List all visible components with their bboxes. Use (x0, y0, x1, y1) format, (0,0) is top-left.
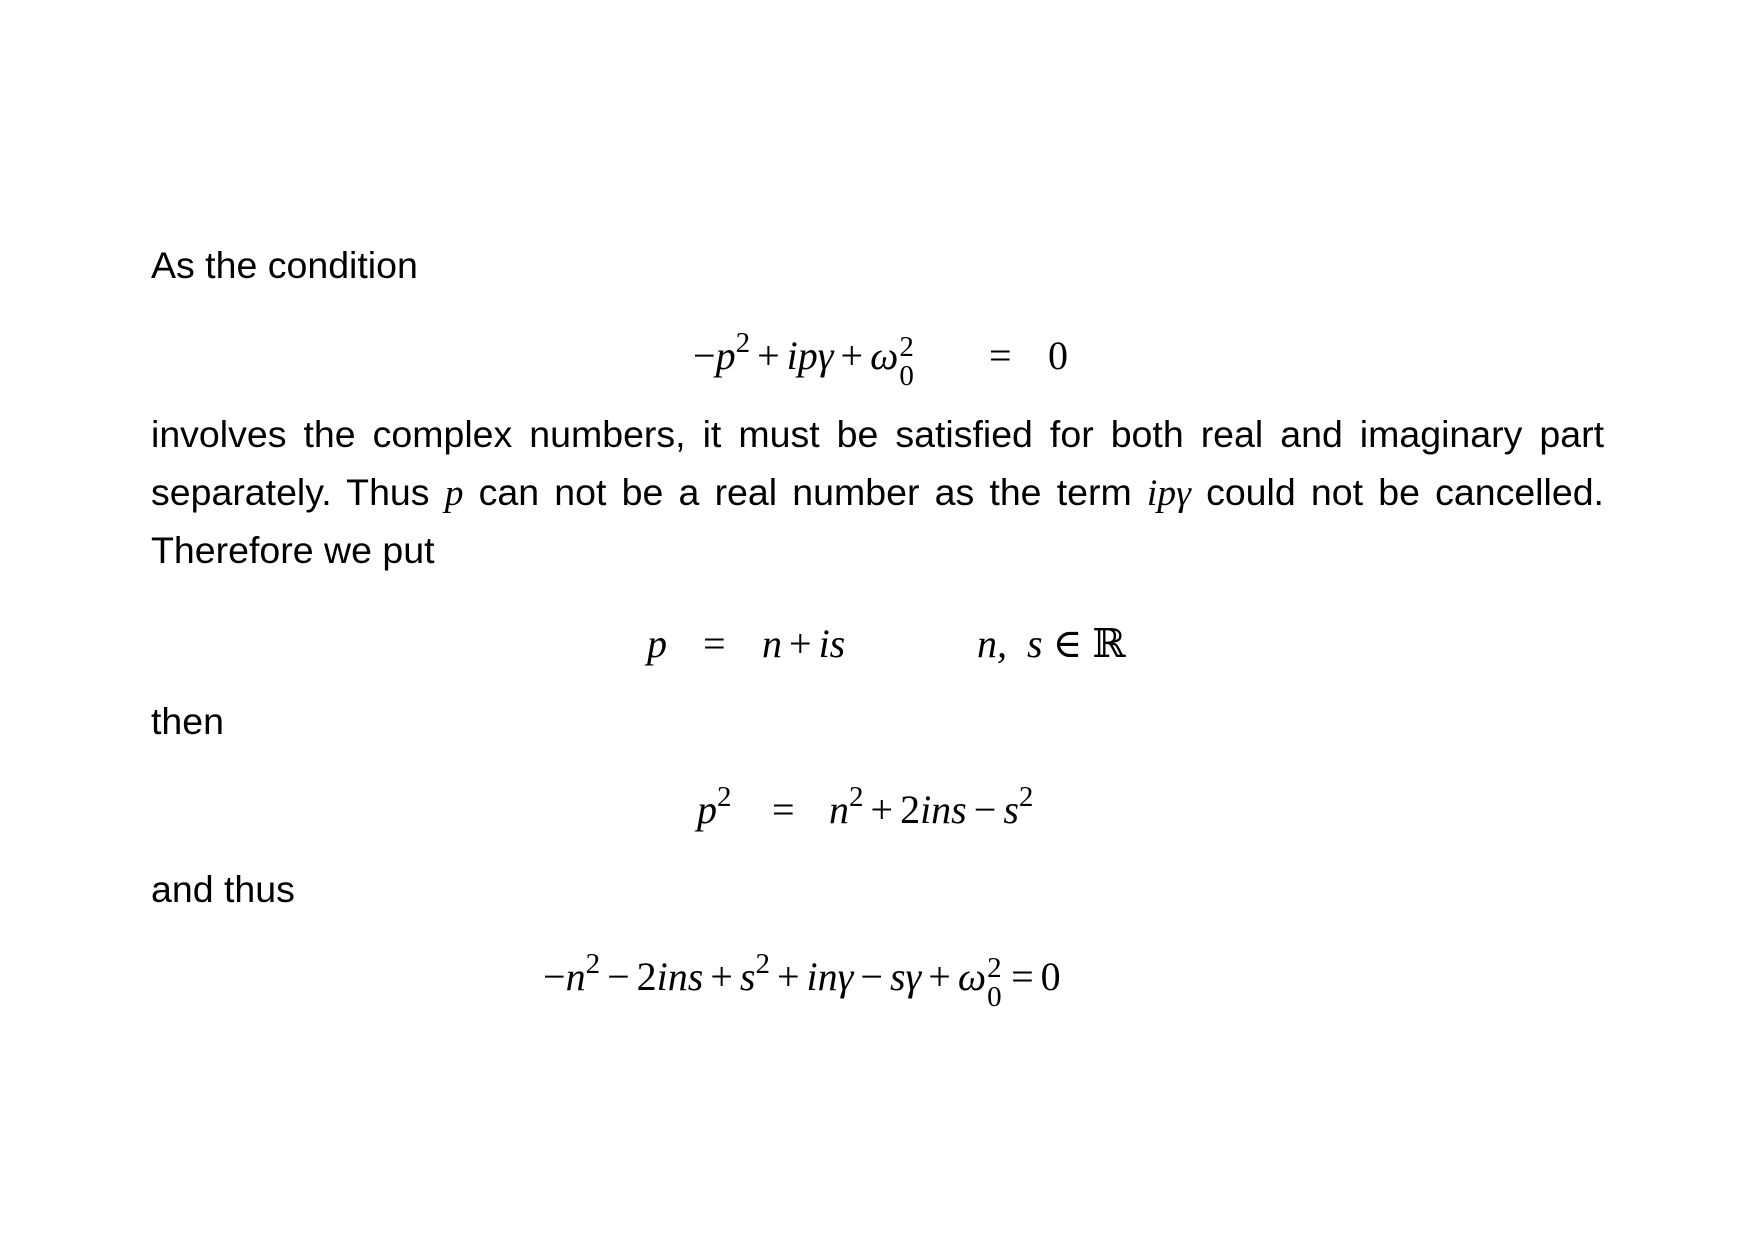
equals-sign: = (703, 621, 726, 666)
variable-p: p (697, 787, 717, 832)
subscript: 0 (899, 360, 914, 392)
term-ins: ins (920, 787, 967, 832)
subscript: 0 (987, 981, 1002, 1013)
equals-sign: = (1011, 954, 1034, 999)
element-of-sign: ∈ (1052, 621, 1083, 666)
minus-sign: − (973, 787, 997, 832)
equation-substitution (0, 621, 1755, 674)
plus-sign: + (840, 333, 864, 378)
minus-sign: − (543, 954, 566, 999)
equation-substitution-lhs: p (647, 621, 667, 666)
term-ins: ins (656, 954, 704, 999)
variable-s: s (1027, 621, 1043, 666)
plus-sign: + (928, 954, 951, 999)
exponent: 2 (987, 952, 1002, 984)
equation-p-squared-rhs (829, 781, 1034, 832)
term-s-gamma: sγ (889, 954, 922, 999)
coefficient-two: 2 (900, 787, 921, 832)
real-numbers-symbol: ℝ (1092, 621, 1126, 666)
variable-p: p (715, 333, 736, 378)
paragraph-intro-text: As the condition (151, 244, 418, 286)
text-fragment: can not be a real number as the term (478, 471, 1132, 513)
equation-condition-rhs: 0 (1048, 333, 1068, 378)
inline-term-ip-gamma: ipγ (1146, 473, 1191, 514)
variable-omega: ω (957, 954, 987, 999)
paragraph-explanation-line-3: Therefore we put (151, 529, 435, 571)
paragraph-intro (151, 236, 418, 294)
variable-s: s (739, 954, 756, 999)
plus-sign: + (757, 333, 780, 378)
zero: 0 (1040, 954, 1061, 999)
minus-sign: − (607, 954, 630, 999)
text-fragment: separately. Thus (151, 471, 430, 513)
equation-expanded-body (543, 948, 1061, 1013)
plus-sign: + (789, 621, 812, 666)
plus-sign: + (710, 954, 733, 999)
exponent: 2 (585, 948, 601, 980)
omega-scripts (898, 331, 916, 392)
equation-p-squared-lhs (697, 781, 732, 832)
term-ip-gamma: ipγ (786, 333, 834, 378)
paragraph-then-text: then (151, 700, 224, 742)
variable-n: n (762, 621, 782, 666)
term-is: is (818, 621, 846, 666)
equation-p-squared (0, 781, 1755, 840)
variable-n: n, (977, 621, 1007, 666)
equation-condition-lhs (693, 327, 916, 392)
exponent: 2 (849, 781, 864, 813)
exponent: 2 (1018, 781, 1034, 813)
variable-omega: ω (870, 333, 899, 378)
coefficient-two: 2 (636, 954, 657, 999)
variable-n: n (565, 954, 586, 999)
equation-condition (0, 327, 1755, 392)
equals-sign: = (772, 787, 795, 832)
plus-sign: + (776, 954, 800, 999)
term-in-gamma: inγ (806, 954, 854, 999)
paragraph-and-thus (151, 860, 295, 918)
exponent: 2 (735, 327, 751, 359)
text-fragment: could not be cancelled. (1206, 471, 1604, 513)
equation-substitution-condition (977, 621, 1126, 666)
minus-sign: − (693, 333, 716, 378)
minus-sign: − (860, 954, 883, 999)
paragraph-explanation-line-1: involves the complex numbers, it must be satisfied for both real and imaginary part (151, 413, 1604, 455)
paragraph-then (151, 692, 224, 750)
equation-substitution-rhs (762, 621, 846, 666)
variable-n: n (829, 787, 849, 832)
exponent: 2 (755, 948, 770, 980)
omega-scripts (986, 952, 1004, 1013)
paragraph-and-thus-text: and thus (151, 868, 295, 910)
plus-sign: + (870, 787, 894, 832)
equals-sign: = (989, 333, 1012, 378)
equation-expanded (0, 948, 1755, 1013)
exponent: 2 (717, 781, 732, 813)
paragraph-explanation (151, 405, 1604, 579)
variable-s: s (1003, 787, 1019, 832)
inline-variable-p: p (444, 473, 464, 514)
paragraph-explanation-line-2 (151, 463, 1604, 521)
exponent: 2 (899, 331, 914, 363)
